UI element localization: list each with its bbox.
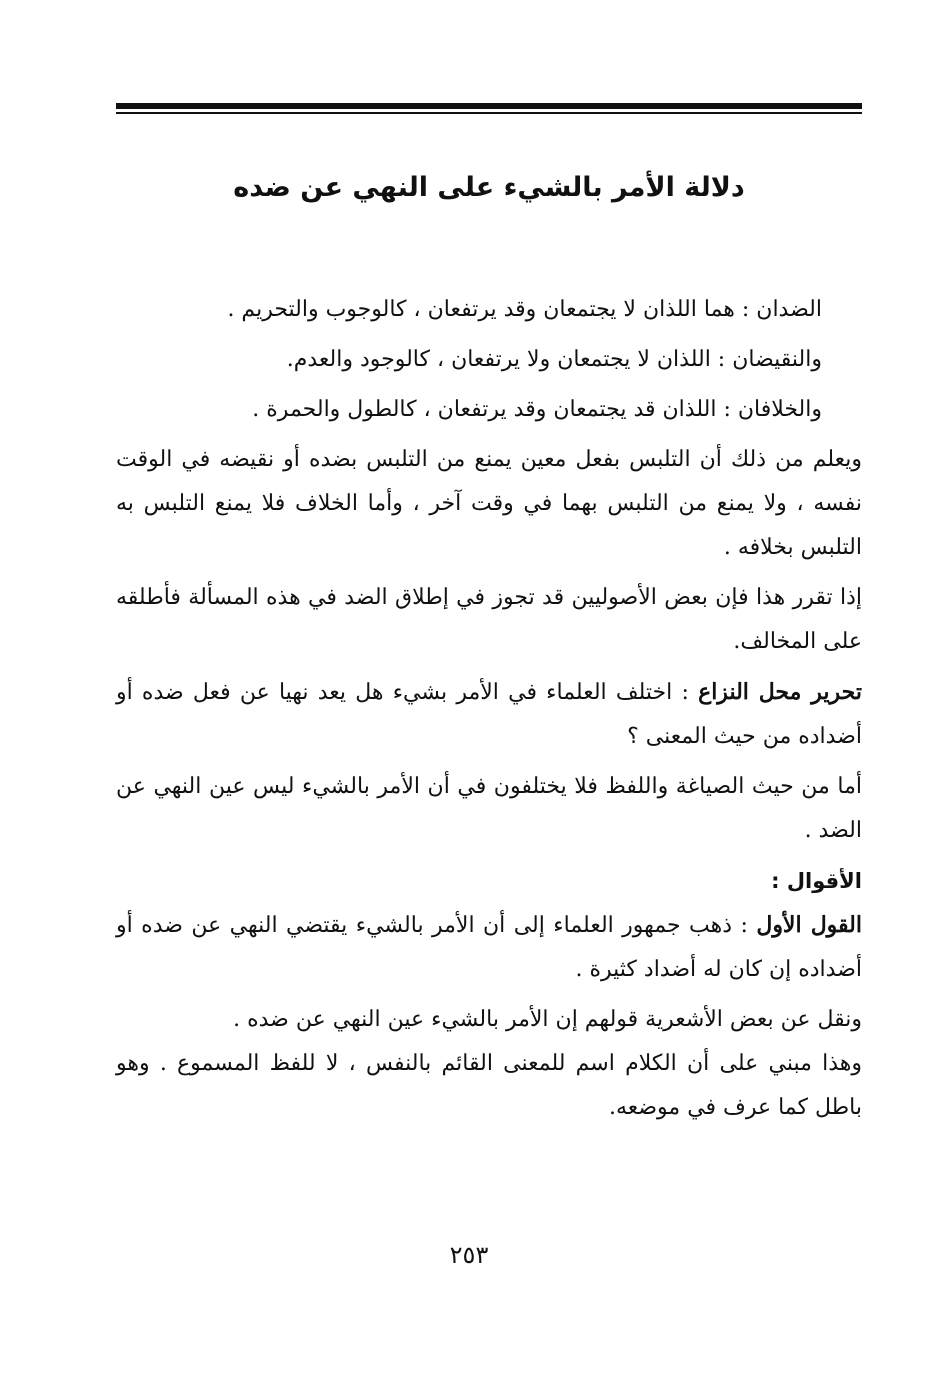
first-opinion-lead: القول الأول (756, 912, 862, 938)
definition-differents: والخلافان : اللذان قد يجتمعان وقد يرتفعان ، كالطول والحمرة . (252, 397, 822, 422)
first-opinion-text: : ذهب جمهور العلماء إلى أن الأمر بالشيء يقتضي النهي عن ضده أو أضداده إن كان له أضداد كثيرة . (116, 913, 862, 982)
page-number: ٢٥٣ (449, 1241, 489, 1269)
paragraph-ashari-rebuttal: وهذا مبني على أن الكلام اسم للمعنى القائم بالنفس ، لا للفظ المسموع . وهو باطل كما عرف في موضعه. (116, 1051, 862, 1120)
opinions-heading: الأقوال : (771, 869, 862, 893)
paragraph-first-opinion (116, 903, 862, 992)
body-text (116, 288, 862, 1136)
definition-contraries: الضدان : هما اللذان لا يجتمعان وقد يرتفعان ، كالوجوب والتحريم . (227, 297, 822, 322)
dispute-text: : اختلف العلماء في الأمر بشيء هل يعد نهيا عن فعل ضده أو أضداده من حيث المعنى ؟ (116, 680, 862, 749)
dispute-lead: تحرير محل النزاع (698, 679, 862, 705)
paragraph-established: إذا تقرر هذا فإن بعض الأصوليين قد تجوز في إطلاق الضد في هذه المسألة فأطلقه على المخالف. (116, 585, 862, 654)
header-rule-thick (116, 103, 862, 109)
paragraph-knowledge: ويعلم من ذلك أن التلبس بفعل معين يمنع من التلبس بضده أو نقيضه في الوقت نفسه ، ولا يمنع من التلبس بهما في وقت آخر ، وأما الخلاف فلا يمنع التلبس به التلبس بخلافه . (116, 447, 862, 560)
header-rule-thin (116, 112, 862, 114)
chapter-title: دلالة الأمر بالشيء على النهي عن ضده (233, 172, 745, 203)
header-rule (116, 103, 862, 114)
paragraph-wording: أما من حيث الصياغة واللفظ فلا يختلفون في أن الأمر بالشيء ليس عين النهي عن الضد . (116, 774, 862, 843)
definition-contradictories: والنقيضان : اللذان لا يجتمعان ولا يرتفعان ، كالوجود والعدم. (286, 347, 822, 372)
paragraph-dispute (116, 670, 862, 759)
paragraph-ashari-quote: ونقل عن بعض الأشعرية قولهم إن الأمر بالشيء عين النهي عن ضده . (233, 1007, 862, 1032)
